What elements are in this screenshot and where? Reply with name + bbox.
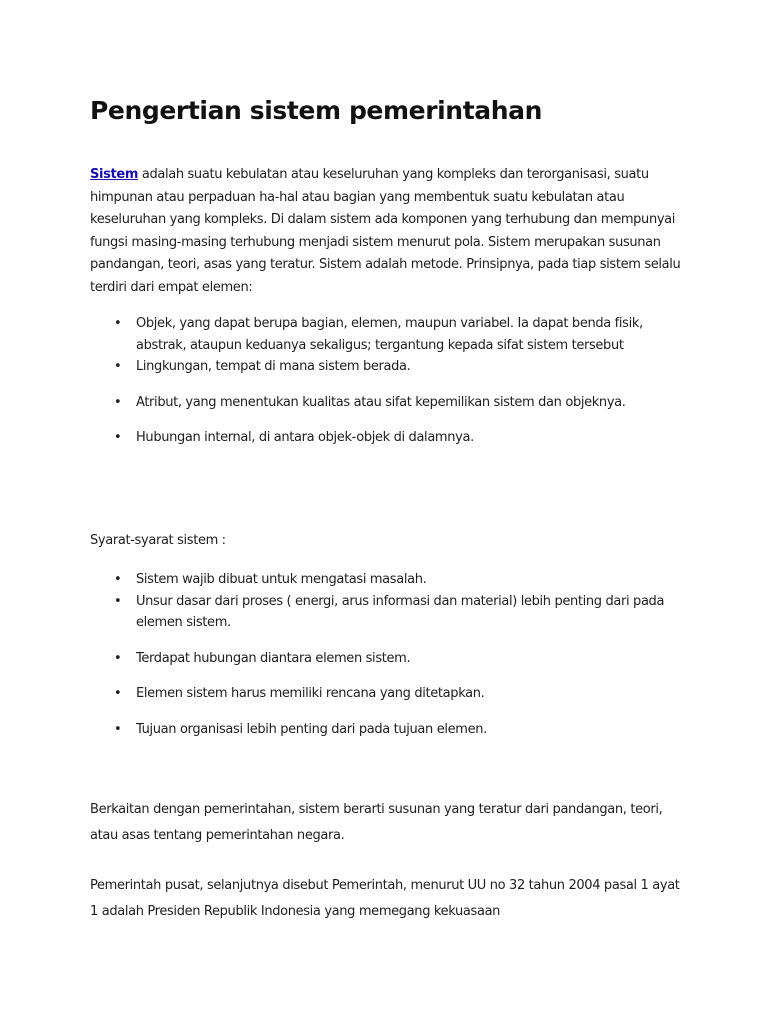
list-item-text: Atribut, yang menentukan kualitas atau sifat kepemilikan sistem dan objeknya. <box>136 394 626 410</box>
government-paragraph: Berkaitan dengan pemerintahan, sistem berarti susunan yang teratur dari pandangan, teori, atau asas tentang pemerintahan negara. <box>90 802 663 843</box>
requirements-heading: Syarat-syarat sistem : <box>90 533 226 548</box>
list-item <box>90 683 690 705</box>
list-item <box>90 569 690 591</box>
page-title: Pengertian sistem pemerintahan <box>90 96 542 125</box>
list-item <box>90 313 690 356</box>
list-item-text: Elemen sistem harus memiliki rencana yang ditetapkan. <box>136 686 485 701</box>
list-item-text: Terdapat hubungan diantara elemen sistem. <box>136 650 411 666</box>
intro-text: adalah suatu kebulatan atau keseluruhan yang kompleks dan terorganisasi, suatu himpunan atau perpaduan ha-hal atau bagian yang membentuk suatu kebulatan atau keseluruhan yang kompleks. Di dalam sistem ada komponen yang terhubung dan mempunyai fungsi masing-masing terhubung menjadi sistem menurut pola. Sistem merupakan susunan pandangan, teori, asas yang teratur. Sistem adalah metode. Prinsipnya, pada tiap sistem selalu terdiri dari empat elemen: <box>90 167 681 295</box>
sistem-link[interactable]: Sistem <box>90 167 139 182</box>
list-item <box>90 648 690 670</box>
bullet-icon: • <box>114 572 122 587</box>
bullet-icon: • <box>114 650 122 666</box>
list-item-text: Unsur dasar dari proses ( energi, arus informasi dan material) lebih penting dari pada elemen sistem. <box>136 593 665 630</box>
bullet-icon: • <box>114 430 122 445</box>
list-item-text: Objek, yang dapat berupa bagian, elemen, maupun variabel. Ia dapat benda fisik, abstrak, ataupun keduanya sekaligus; tergantung kepada sifat sistem tersebut <box>136 316 643 353</box>
list-item-text: Sistem wajib dibuat untuk mengatasi masalah. <box>136 572 427 587</box>
requirements-list <box>90 569 690 740</box>
list-item-text: Hubungan internal, di antara objek-objek di dalamnya. <box>136 430 474 445</box>
list-item <box>90 392 690 414</box>
list-item <box>90 719 690 741</box>
bullet-icon: • <box>114 721 122 737</box>
bullet-icon: • <box>114 593 122 609</box>
elements-list <box>90 313 690 449</box>
bullet-icon: • <box>114 394 122 410</box>
list-item <box>90 356 690 378</box>
central-government-paragraph: Pemerintah pusat, selanjutnya disebut Pemerintah, menurut UU no 32 tahun 2004 pasal 1 ayat 1 adalah Presiden Republik Indonesia yang memegang kekuasaan <box>90 878 680 919</box>
list-item-text: Tujuan organisasi lebih penting dari pada tujuan elemen. <box>136 721 487 737</box>
intro-paragraph <box>90 164 690 300</box>
bullet-icon: • <box>114 359 122 374</box>
bullet-icon: • <box>114 686 122 701</box>
list-item <box>90 591 690 634</box>
list-item <box>90 427 690 449</box>
bullet-icon: • <box>114 316 122 331</box>
list-item-text: Lingkungan, tempat di mana sistem berada. <box>136 359 411 374</box>
